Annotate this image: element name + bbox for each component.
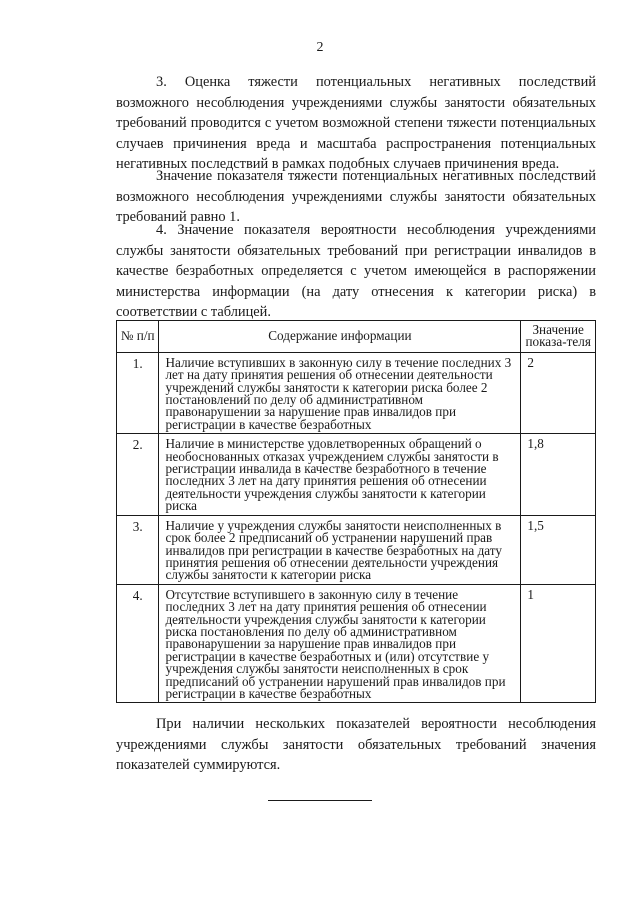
row-value: 1,8 <box>521 434 596 515</box>
row-content: Отсутствие вступившего в законную силу в течение последних 3 лет на дату принятия решения об отнесении деятельности учреждения службы занятости к категории риска постановления по делу об административном правонарушении за нарушение прав инвалидов при регистрации в качестве безработных и (или) отсутствие у учреждения службы занятости неисполненных в срок предписаний об устранении нарушений прав инвалидов при регистрации в качестве безработных <box>159 584 521 703</box>
row-content: Наличие в министерстве удовлетворенных обращений о необоснованных отказах учреждением службы занятости в регистрации инвалида в качестве безработного в течение последних 3 лет на дату принятия решения об отнесении деятельности учреждения службы занятости к категории риска <box>159 434 521 515</box>
paragraph-text: 3. Оценка тяжести потенциальных негативных последствий возможного несоблюдения учреждениями службы занятости обязательных требований проводится с учетом возможной степени тяжести потенциальных случаев причинения вреда и масштаба распространения потенциальных негативных последствий в рамках подобных случаев причинения вреда. <box>116 74 596 172</box>
header-content: Содержание информации <box>159 321 521 353</box>
paragraph-text: 4. Значение показателя вероятности несоблюдения учреждениями службы занятости обязательных требований при регистрации инвалидов в качестве безработных определяется с учетом имеющейся в распоряжении министерства информации (на дату отнесения к категории риска) в соответствии с таблицей. <box>116 222 596 320</box>
paragraph-text: Значение показателя тяжести потенциальных негативных последствий возможного несоблюдения учреждениями службы занятости обязательных требований равно 1. <box>116 168 596 225</box>
table-row <box>117 434 596 515</box>
page-number: 2 <box>316 40 324 55</box>
row-num: 3. <box>117 515 159 584</box>
table-row <box>117 352 596 433</box>
row-num: 2. <box>117 434 159 515</box>
header-value: Значение показа-теля <box>521 321 596 353</box>
paragraph-probability-indicator <box>116 220 596 323</box>
end-divider-line <box>268 800 372 801</box>
row-content: Наличие у учреждения службы занятости неисполненных в срок более 2 предписаний об устранении нарушений прав инвалидов при регистрации в качестве безработных на дату принятия решения об отнесении деятельности учреждения службы занятости к категории риска <box>159 515 521 584</box>
row-value: 1 <box>521 584 596 703</box>
row-num: 4. <box>117 584 159 703</box>
paragraph-severity-value <box>116 166 596 228</box>
table-row <box>117 584 596 703</box>
row-value: 1,5 <box>521 515 596 584</box>
row-num: 1. <box>117 352 159 433</box>
row-content: Наличие вступивших в законную силу в течение последних 3 лет на дату принятия решения об отнесении деятельности учреждений службы занятости к категории риска более 2 постановлений по делу об административном правонарушении за нарушение прав инвалидов при регистрации в качестве безработных <box>159 352 521 433</box>
paragraph-text: При наличии нескольких показателей вероятности несоблюдения учреждениями службы занятости обязательных требований значения показателей суммируются. <box>116 716 596 773</box>
indicators-table <box>116 320 596 703</box>
paragraph-severity-assessment <box>116 72 596 175</box>
table-header-row <box>117 321 596 353</box>
table-row <box>117 515 596 584</box>
row-value: 2 <box>521 352 596 433</box>
header-num: № п/п <box>117 321 159 353</box>
paragraph-summation <box>116 714 596 776</box>
